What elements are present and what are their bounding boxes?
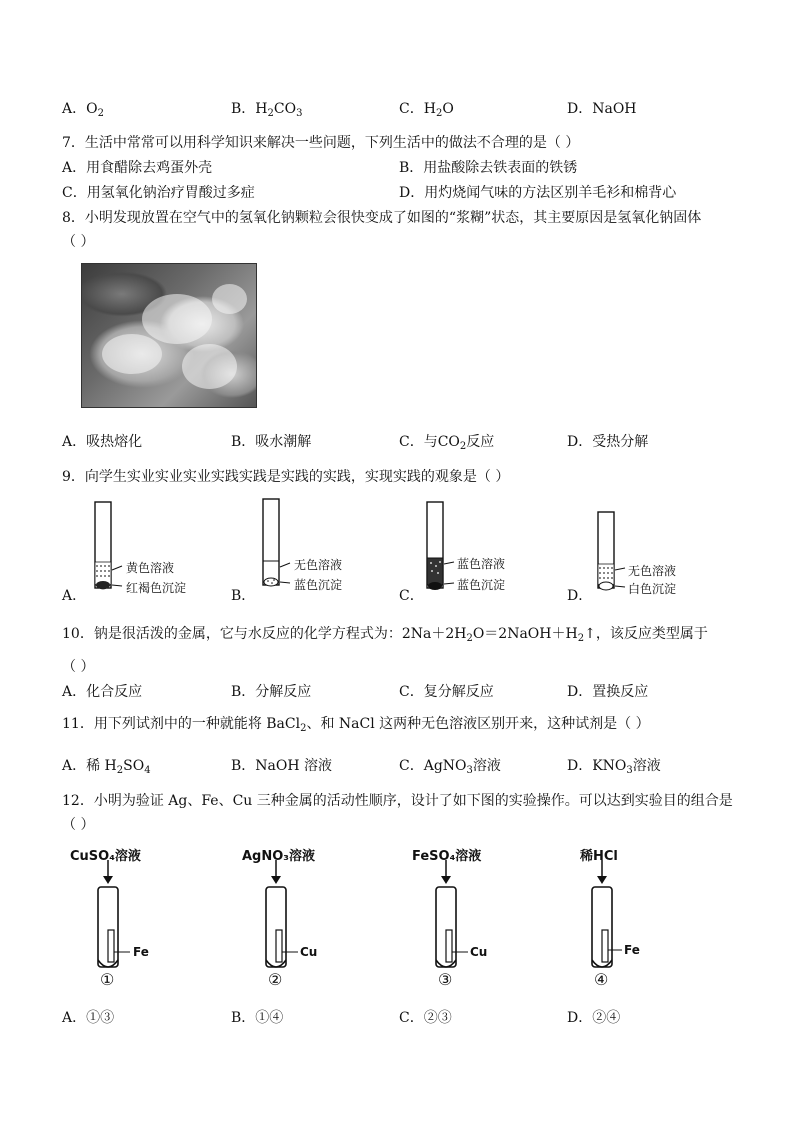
q12-answer-paren: （ ） <box>62 817 95 833</box>
q9-d-top-label: 无色溶液 <box>628 564 677 578</box>
precipitate-icon <box>264 578 278 586</box>
q12-tube2-number: ② <box>268 970 283 989</box>
q10-stem: 10．钠是很活泼的金属，它与水反应的化学方程式为：$2Na+2H_2O=2NaOH+H_2↑$，该反应类型属于 <box>62 626 708 644</box>
q12-option-c: C．②③ <box>399 1010 452 1026</box>
metal-strip-icon <box>446 930 452 962</box>
q8-option-b: B．吸水潮解 <box>231 434 312 450</box>
q9-stem: 9．向学生实业实业实业实践实践是实践的实践，实现实践的观象是（ ） <box>62 469 510 485</box>
q11-option-a: A．稀 $H_2SO_4$ <box>62 758 151 776</box>
q12-stem: 12．小明为验证 Ag、Fe、Cu 三种金属的活动性顺序，设计了如下图的实验操作。可以达到实验目的组合是 <box>62 793 733 809</box>
q9-option-d: D． <box>567 588 593 604</box>
q12-tube1-reagent: CuSO₄溶液 <box>70 849 141 864</box>
test-tube-icon <box>263 499 279 585</box>
metal-strip-icon <box>276 930 282 962</box>
q9-a-bottom-label: 红褐色沉淀 <box>126 581 187 595</box>
q8-answer-paren: （ ） <box>62 234 95 250</box>
naoh-paste-photo <box>81 263 257 408</box>
q11-option-b: B．NaOH 溶液 <box>231 758 333 774</box>
q9-d-bottom-label: 白色沉淀 <box>628 582 677 596</box>
q9-option-a: A． <box>62 588 87 604</box>
q6-option-d: D．NaOH <box>567 101 637 117</box>
q10-option-b: B．分解反应 <box>231 684 312 700</box>
q12-tube3-number: ③ <box>438 970 453 989</box>
q12-tube4-metal: Fe <box>624 943 640 957</box>
q11-stem: 11．用下列试剂中的一种就能将 BaCl$_2$、和 NaCl 这两种无色溶液区别开来，这种试剂是（ ） <box>62 716 650 734</box>
precipitate-icon <box>428 582 442 590</box>
q10-option-d: D．置换反应 <box>567 684 649 700</box>
q9-b-top-label: 无色溶液 <box>294 558 343 572</box>
q6-option-b: B．$H_2CO_3$ <box>231 101 303 119</box>
q9-c-top-label: 蓝色溶液 <box>457 557 506 571</box>
q7-stem: 7．生活中常常可以用科学知识来解决一些问题，下列生活中的做法不合理的是（ ） <box>62 135 580 151</box>
q7-option-b: B．用盐酸除去铁表面的铁锈 <box>399 160 578 176</box>
q6-option-c: C．$H_2O$ <box>399 101 454 119</box>
metal-strip-icon <box>602 930 608 962</box>
q7-option-d: D．用灼烧闻气味的方法区别羊毛衫和棉背心 <box>399 185 677 201</box>
q11-option-c: C．AgNO$_3$溶液 <box>399 758 501 776</box>
q10-option-c: C．复分解反应 <box>399 684 494 700</box>
q11-option-d: D．$KNO_3$溶液 <box>567 758 661 776</box>
q9-option-b: B． <box>231 588 256 604</box>
q9-option-c: C． <box>399 588 424 604</box>
q8-stem: 8．小明发现放置在空气中的氢氧化钠颗粒会很快变成了如图的“浆糊”状态，其主要原因是氢氧化钠固体 <box>62 210 702 226</box>
q10-answer-paren: （ ） <box>62 659 95 675</box>
q12-tube4-reagent: 稀HCl <box>580 849 618 864</box>
q9-a-top-label: 黄色溶液 <box>126 561 175 575</box>
q10-option-a: A．化合反应 <box>62 684 143 700</box>
q12-tube2-metal: Cu <box>300 945 318 959</box>
q12-tube2-reagent: AgNO₃溶液 <box>242 849 315 864</box>
precipitate-icon <box>599 582 613 590</box>
q7-option-a: A．用食醋除去鸡蛋外壳 <box>62 160 213 176</box>
q12-tube3-metal: Cu <box>470 945 488 959</box>
q12-tube1-metal: Fe <box>133 945 149 959</box>
q7-option-c: C．用氢氧化钠治疗胃酸过多症 <box>62 185 255 201</box>
precipitate-icon <box>96 581 110 589</box>
q8-option-a: A．吸热熔化 <box>62 434 143 450</box>
metal-strip-icon <box>108 930 114 962</box>
q12-tube3-reagent: FeSO₄溶液 <box>412 849 482 864</box>
q12-option-a: A．①③ <box>62 1010 115 1026</box>
q12-option-d: D．②④ <box>567 1010 621 1026</box>
q12-tube1-number: ① <box>100 970 115 989</box>
q8-option-d: D．受热分解 <box>567 434 649 450</box>
q12-option-b: B．①④ <box>231 1010 284 1026</box>
q12-tube4-number: ④ <box>594 970 609 989</box>
q6-option-a: A．$O_2$ <box>62 101 104 119</box>
q9-b-bottom-label: 蓝色沉淀 <box>294 578 343 592</box>
q9-c-bottom-label: 蓝色沉淀 <box>457 578 506 592</box>
q8-option-c: C．与$CO_2$反应 <box>399 434 495 452</box>
